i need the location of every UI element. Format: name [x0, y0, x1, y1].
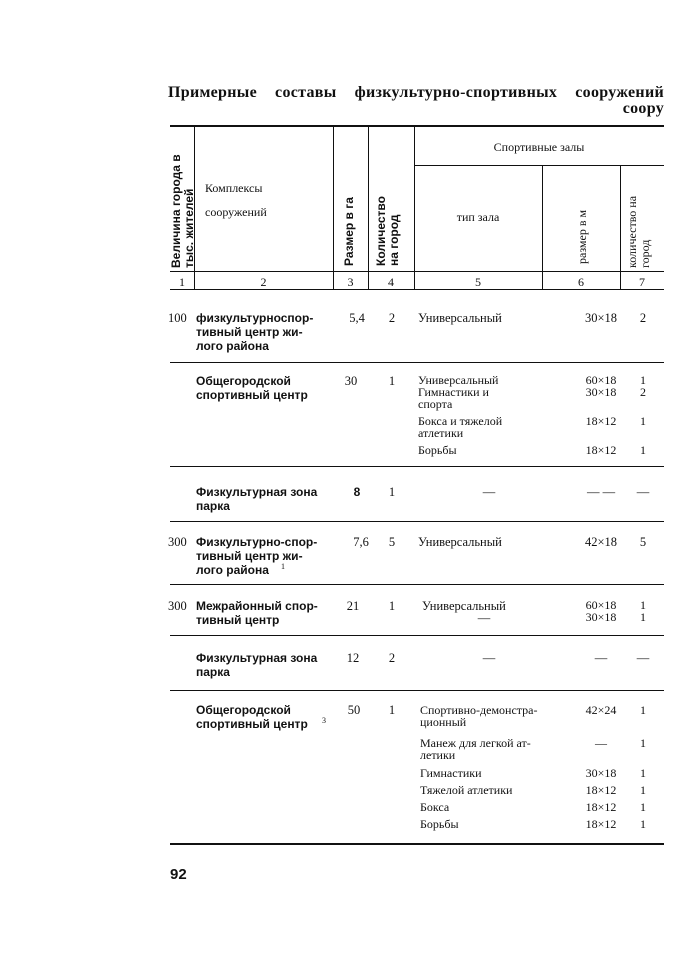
- complex-name: Общегородской спортивный центр: [196, 703, 308, 731]
- hall-count: 1: [640, 443, 646, 457]
- hall-type: Универсальный: [418, 373, 499, 387]
- city-size: 300: [168, 535, 187, 549]
- city-size: 300: [168, 599, 187, 613]
- col-divider: [368, 127, 369, 289]
- size-ha: 30: [344, 374, 358, 388]
- page-number: 92: [170, 866, 187, 883]
- column-number: 1: [179, 275, 185, 289]
- hall-count: 1: [640, 610, 646, 624]
- complex-name: Физкультурно-спор- тивный центр жи- лого района: [196, 535, 318, 577]
- count-city: 1: [388, 599, 396, 613]
- col-divider: [333, 127, 334, 289]
- hall-size: —: [594, 651, 608, 665]
- header-count-city: Количество на город: [374, 196, 401, 266]
- complex-name: Межрайонный спор- тивный центр: [196, 599, 318, 627]
- hall-count: 2: [640, 385, 646, 399]
- count-city: 2: [388, 311, 396, 325]
- hall-size: —: [595, 736, 607, 750]
- size-ha: 12: [346, 651, 360, 665]
- title-word: сооружений: [575, 84, 664, 101]
- hall-type: Гимнастики и спорта: [418, 385, 489, 411]
- size-ha: 5,4: [349, 311, 365, 325]
- hall-count: 1: [640, 800, 646, 814]
- row-divider: [170, 466, 664, 467]
- complex-name: Физкультурная зона парка: [196, 651, 318, 679]
- table-title: [168, 84, 664, 102]
- hall-count: 1: [640, 766, 646, 780]
- column-number: 3: [347, 275, 354, 289]
- hall-type: Манеж для легкой ат- летики: [420, 736, 531, 762]
- hall-size: 60×18: [585, 373, 617, 387]
- hall-type: Гимнастики: [420, 766, 482, 780]
- hall-type: Тяжелой атлетики: [420, 783, 513, 797]
- column-number: 5: [475, 275, 481, 289]
- size-ha: 50: [347, 703, 361, 717]
- hall-count: —: [636, 485, 650, 499]
- bottom-rule: [170, 843, 664, 845]
- count-city: 1: [388, 703, 396, 717]
- hall-type: Борьбы: [420, 817, 459, 831]
- complex-name: Общегородской спортивный центр: [196, 374, 308, 402]
- header-sport-halls: Спортивные залы: [493, 140, 585, 154]
- hall-size: 30×18: [585, 610, 617, 624]
- footnote-mark: 1: [281, 562, 285, 571]
- hall-type: Универсальный: [422, 599, 506, 613]
- hall-count: —: [636, 651, 650, 665]
- hall-type: Спортивно-демонстра- ционный: [420, 703, 538, 729]
- row-divider: [170, 521, 664, 522]
- title-word: Примерные: [168, 84, 257, 101]
- hall-size: 42×24: [585, 703, 617, 717]
- hall-count: 1: [640, 598, 646, 612]
- title-word: физкультурно-спортивных: [354, 84, 558, 101]
- top-rule: [170, 125, 664, 127]
- hall-size: 18×12: [585, 414, 617, 428]
- hall-type: —: [482, 485, 496, 499]
- hall-size: 30×18: [585, 766, 617, 780]
- hall-size: 18×12: [585, 817, 617, 831]
- hall-type: Универсальный: [418, 311, 502, 325]
- size-ha: 21: [346, 599, 360, 613]
- hall-count: 2: [639, 311, 647, 325]
- header-complexes: Комплексы сооружений: [205, 181, 267, 219]
- hall-size: 30×18: [584, 311, 618, 325]
- hall-count: 1: [640, 703, 646, 717]
- row-divider: [170, 690, 664, 691]
- header-city-size: Величина города в тыс. жителей: [169, 154, 196, 268]
- hall-size: 18×12: [585, 443, 617, 457]
- group-rule: [414, 165, 664, 166]
- complex-name: физкультурноспор- тивный центр жи- лого района: [196, 311, 314, 353]
- header-bottom-rule: [170, 271, 664, 272]
- hall-type: Бокса и тяжелой атлетики: [418, 414, 503, 440]
- hall-size: 60×18: [585, 598, 617, 612]
- hall-count: 5: [639, 535, 647, 549]
- hall-size: 18×12: [585, 783, 617, 797]
- hall-type: Универсальный: [418, 535, 502, 549]
- row-divider: [170, 584, 664, 585]
- hall-type: —: [477, 611, 491, 625]
- count-city: 2: [388, 651, 396, 665]
- size-ha: 7,6: [353, 535, 369, 549]
- header-hall-count: количество на город: [625, 195, 652, 268]
- header-hall-size: размер в м: [575, 209, 589, 264]
- hall-size: 18×12: [585, 800, 617, 814]
- hall-type: Бокса: [420, 800, 450, 814]
- hall-type: Борьбы: [418, 443, 457, 457]
- city-size: 100: [168, 311, 187, 325]
- hall-count: 1: [640, 736, 646, 750]
- col-divider: [620, 166, 621, 289]
- footnote-mark: 3: [322, 716, 326, 725]
- row-divider: [170, 635, 664, 636]
- header-size-ha: Размер в га: [342, 197, 356, 266]
- hall-size: — —: [586, 485, 616, 499]
- column-number: 2: [260, 275, 267, 289]
- count-city: 1: [388, 485, 396, 499]
- hall-count: 1: [640, 414, 646, 428]
- hall-size: 42×18: [584, 535, 618, 549]
- title-continuation: соору: [622, 100, 664, 117]
- hall-size: 30×18: [585, 385, 617, 399]
- complex-name: Физкультурная зона парка: [196, 485, 318, 513]
- hall-count: 1: [640, 373, 646, 387]
- hall-type: —: [482, 651, 496, 665]
- col-divider: [542, 166, 543, 289]
- column-number: 6: [578, 275, 584, 289]
- header-hall-type: тип зала: [456, 210, 500, 224]
- count-city: 5: [388, 535, 396, 549]
- count-city: 1: [388, 374, 396, 388]
- title-word: составы: [275, 84, 337, 101]
- hall-count: 1: [640, 817, 646, 831]
- column-number: 4: [388, 275, 394, 289]
- column-number: 7: [639, 275, 645, 289]
- hall-count: 1: [640, 783, 646, 797]
- row-divider: [170, 362, 664, 363]
- size-ha: 8: [353, 485, 361, 499]
